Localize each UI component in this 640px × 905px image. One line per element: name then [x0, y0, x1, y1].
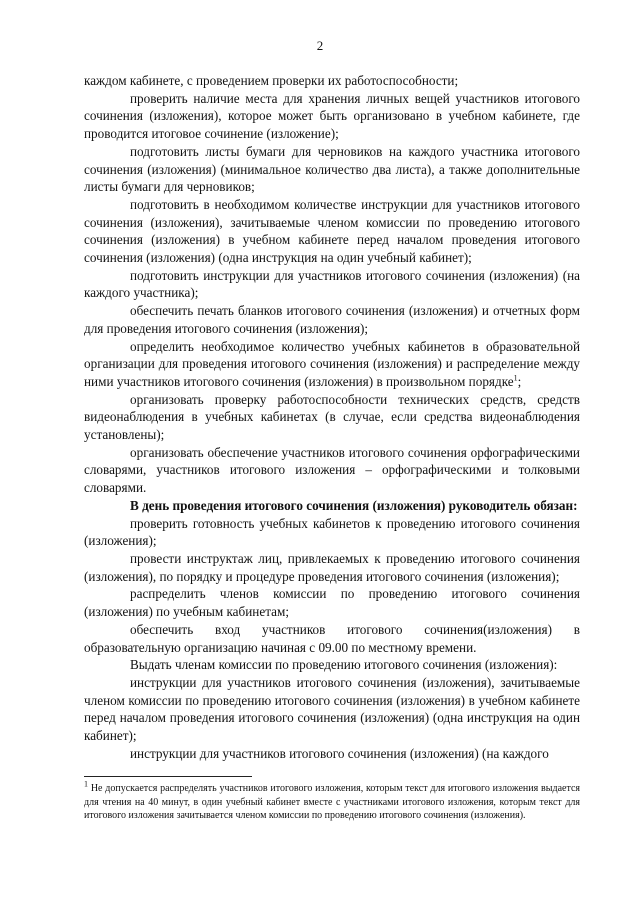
paragraph-with-footnote [84, 338, 580, 391]
paragraph: провести инструктаж лиц, привлекаемых к проведению итогового сочинения (изложения), по порядку и процедуре проведения итогового сочинения (изложения); [84, 550, 580, 584]
paragraph: обеспечить вход участников итогового сочинения(изложения) в образовательную организацию начиная с 09.00 по местному времени. [84, 621, 580, 655]
paragraph: подготовить в необходимом количестве инструкции для участников итогового сочинения (изложения), зачитываемые членом комиссии по проведению итогового сочинения (изложения) в учебном кабинете перед началом проведения итогового сочинения (изложения) (одна инструкция на один учебный кабинет); [84, 196, 580, 266]
paragraph: подготовить листы бумаги для черновиков на каждого участника итогового сочинения (изложения) (минимальное количество два листа), а также дополнительные листы бумаги для черновиков; [84, 143, 580, 195]
paragraph-text: определить необходимое количество учебных кабинетов в образовательной организации для проведения итогового сочинения (изложения) и распределение между ними участников итогового сочинения (изложения) в произвольном порядке [84, 338, 580, 389]
section-heading: В день проведения итогового сочинения (изложения) руководитель обязан: [130, 497, 578, 513]
footnote-marker: 1 [84, 779, 88, 789]
paragraph: обеспечить печать бланков итогового сочинения (изложения) и отчетных форм для проведения итогового сочинения (изложения); [84, 303, 580, 336]
paragraph: распределить членов комиссии по проведению итогового сочинения (изложения) по учебным кабинетам; [84, 586, 580, 620]
paragraph: подготовить инструкции для участников итогового сочинения (изложения) (на каждого участника); [84, 267, 580, 301]
footnote-reference: 1 [513, 373, 518, 383]
paragraph: проверить готовность учебных кабинетов к проведению итогового сочинения (изложения); [84, 515, 580, 549]
paragraph: организовать обеспечение участников итогового сочинения орфографическими словарями, участников итогового изложения – орфографическими и толковыми словарями. [84, 444, 580, 496]
footnote-text: Не допускается распределять участников итогового изложения, которым текст для итогового изложения выдается для чтения на 40 минут, в один учебный кабинет вместе с участниками итогового изложения, которым текст для итогового изложения зачитывается членом комиссии по проведению итогового сочинения (изложения). [84, 783, 580, 822]
body-text [84, 72, 580, 762]
paragraph: инструкции для участников итогового сочинения (изложения) (на каждого [130, 745, 549, 761]
footnote [84, 779, 580, 823]
paragraph: каждом кабинете, с проведением проверки их работоспособности; [84, 73, 459, 88]
paragraph: Выдать членам комиссии по проведению итогового сочинения (изложения): [130, 657, 558, 673]
paragraph: организовать проверку работоспособности технических средств, средств видеонаблюдения в учебных кабинетах (в случае, если средства видеонаблюдения установлены); [84, 391, 580, 443]
paragraph-end: ; [517, 373, 522, 389]
paragraph: проверить наличие места для хранения личных вещей участников итогового сочинения (изложения), которое может быть организовано в учебном кабинете, где проводится итоговое сочинение (изложение); [84, 90, 580, 142]
page-number: 2 [316, 38, 324, 53]
paragraph: инструкции для участников итогового сочинения (изложения), зачитываемые членом комиссии по проведению итогового сочинения (изложения) в учебном кабинете перед началом проведения итогового сочинения (изложения) (одна инструкция на один кабинет); [84, 674, 580, 744]
footnote-separator [84, 776, 252, 777]
